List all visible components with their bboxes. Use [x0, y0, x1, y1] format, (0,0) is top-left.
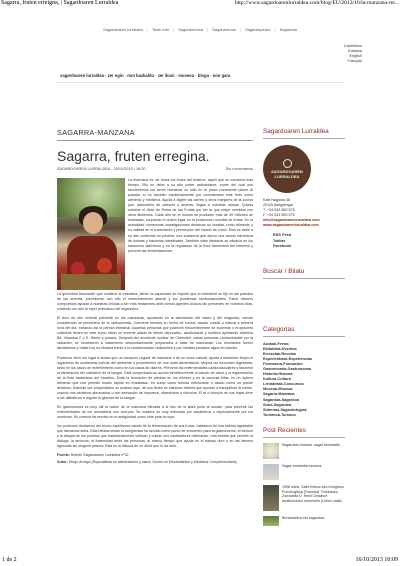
- category-item[interactable]: Sidra-Sagardoa: [263, 402, 292, 407]
- top-nav-item[interactable]: Sagardoaren lurraldea: [103, 27, 143, 32]
- search-title: Buscar / Bilatu: [263, 267, 305, 275]
- top-nav-item[interactable]: Sagardoendo: [212, 27, 237, 32]
- category-item[interactable]: Turismoa-Turismo: [263, 412, 296, 417]
- post-paragraph-intro: La manzana es, de todos los frutos del invierno, aquél que se conserva más tiempo. Ello se debe a su alto poder antioxidante, poder del cual nos favorecemos los seres humanos no sólo en el plano puramente placer al paladar, si no también medicinalmente por considerarse este fruto como alimento y medicina. Ayuda a digerir las carnes y otros manjares de la cocina que, adornados de sabores y aromas, llegan a nuestras mesas. Quizás sobrelie el título de Reina de las Frutas por ser la que mejor combina con otros alimentos. Cada año en el mundo se producen más de 40 millones de toneladas, ocupando el cuarto lugar en la producción mundial de frutas. En la actualidad numerosas investigaciones destacan su bondad como alimento y su calidad en el tratamiento y prevención del cáncer de colon. Esto se debe a su alto contenido en pectina, una sustancia que ejerce una acción barredora de toxinas y bacterias intestinales. También cabe destacar su eficacia en los trastornos diarreicos y en la regulación de la flora bacteriana del intestino y prevenir las fermentaciones.: [128, 178, 253, 253]
- post-title[interactable]: Sagarra, fruten erregina.: [57, 148, 210, 164]
- website-link[interactable]: www.sagardoarenlurraldea.com: [263, 223, 319, 227]
- categories-block: [263, 326, 345, 418]
- rss-link[interactable]: RSS Feed: [273, 232, 292, 237]
- category-item[interactable]: Historia-Historia: [263, 372, 293, 377]
- recent-post-item[interactable]: Bertsolaritza eta sagardoa.: [263, 516, 345, 526]
- top-nav: Sagardoaren lurraldea | Testu info | Sagardoetxea | Sagardoendo | Sagardopedro | Sagardoa: [103, 27, 297, 32]
- contact-address: Kale Nagusia 48 20115 Astigarraga T. +34 943 550 575 F. +34 943 550 575 info@sagardoarenlurraldea.com www.sagardoarenlurraldea.com: [263, 198, 345, 228]
- sidebar-brand-title: Sagardoaren Lurraldea: [263, 128, 329, 135]
- category-item[interactable]: Formazioa-Formación: [263, 361, 303, 366]
- brand-logo[interactable]: [263, 145, 311, 193]
- recent-posts-block: [263, 427, 345, 526]
- lang-castellano[interactable]: Castellano: [344, 44, 362, 48]
- category-item[interactable]: Lehiaketak-Concursos: [263, 382, 304, 387]
- post-date: SAGARDOAREN LURRALDEA - 15/10/2013 • 16:30: [57, 167, 146, 171]
- sidebar: [263, 128, 345, 531]
- category-item[interactable]: Gastronomía-Gastronomía: [263, 366, 312, 371]
- print-url: http://www.sagardoarenlurraldea.com/blog/EU/2013/10/la-manzana-rei...: [234, 0, 399, 6]
- print-footer: [0, 557, 400, 565]
- category-item[interactable]: Errezetak-Recetas: [263, 351, 296, 356]
- lang-francais[interactable]: Français: [347, 59, 362, 63]
- category-item[interactable]: Azokak-Ferias: [263, 341, 289, 346]
- apple-icon: [283, 159, 292, 168]
- post-thumbnail: [263, 443, 279, 459]
- top-nav-item[interactable]: Sagardoa: [279, 27, 297, 32]
- print-page-title: Sagarra, fruten erreigna, | Sagardoaren Lurraldea: [1, 0, 119, 6]
- category-item[interactable]: Esperientziak-Experiencias: [263, 356, 313, 361]
- top-nav-item[interactable]: Sagardoetxea: [178, 27, 204, 32]
- category-list: [263, 342, 345, 418]
- print-page-count: 1 de 2: [2, 557, 17, 563]
- post-source: Fuente: Boletín Sagardoaren Lurraldea nº32: [57, 453, 129, 458]
- post-paragraph: No podemos olvidarnos del tónico espirituoso nacido de la fermentación de sus frutos, hablamos de esa bebida agradable que llamamos sidra. Esta bebida desde la antigüedad ha servido como punto de encuentro para la gastronomía, el folclore y la alegría de los pueblos que tradicionalmente cultivan y cuidan sus cautivadores milenarias. Una bebida que permite el diálogo, la armonía, la fraternidad entre las personas, al mismo tiempo que ayuda en el trabajo duro y en las labores agrícolas sin ninguna pereza. Esta es la historia de un árbol que lo da todo.: [57, 424, 253, 449]
- category-item[interactable]: Sagarra-Manzana: [263, 392, 295, 397]
- lang-english[interactable]: English: [349, 54, 362, 58]
- post-photo: [57, 178, 125, 290]
- category-item[interactable]: Sagardoa-Sagardoa: [263, 397, 299, 402]
- post-paragraph: Podemos decir sin lugar a dudas que un consumo regular de manzana o de su zumo natural, ayuda a mantener limpio el organismo de sustancias tóxicas del ambiente o procedentes de una mala alimentación. Mejora las funciones digestivas, tanto en los casos de estreñimiento como en los casos de diarrea. Previene las enfermedades cardiovasculares y favorece la eliminación del colesterol de la sangre. Está comprobado su acción benéfica frente al cáncer de colon y la regeneración de la flora bacteriana del intestino. Evita la formación de piedras en los riñones y en la vesícula biliar, es un óptimo alimento que nos permite usarlo rápido en ensaladas, en zumo como bebida refrescante o asado como un postre delicioso. Además sus propiedades no acaban aquí, de sus flores se elaboran elixires que ayudan a tranquilizar la mente, cuando nos sentimos abrumados o con sensación de impureza, obsesiones o ridículos. El té o infusión de sus hojas sirve a los diabéticos a regular la glucosa de la sangre.: [57, 355, 253, 400]
- post-author: Autor: Diego Arregui (Especialista en alimentación y salud. Doctor en Etnobotánica y Medicina Complementaria): [57, 460, 237, 465]
- categories-title: Categorías: [263, 325, 295, 333]
- recent-posts-title: Post Recientes: [263, 426, 306, 434]
- print-timestamp: 16/10/2013 10:09: [355, 557, 398, 563]
- comments-link[interactable]: Sin comentarios: [225, 167, 253, 171]
- category-item[interactable]: Ekitaldiak-Eventos: [263, 346, 297, 351]
- section-divider: [57, 140, 253, 141]
- section-title[interactable]: SAGARRA-MANZANA: [57, 128, 135, 137]
- post-paragraph: El boro es otro mineral presente en las manzanas, ayudando en la asimilación del calcio y del magnesio, siendo considerado un preventivo de la osteoporosis. Conviene tomarla en forma de zumos, asada, cocida o natural a primera hora del día, evitando así la pereza intestinal. Aquellas personas que padecen frecuentemente de eczemas o erupciones cutáneas tienen en este zumo diario un enorme aliado de efecto depurativo, alcalinizante y nutritivo aportando vitamina B6, Vitamina C y E, Hierro y potasio. Después del accidente nuclear de Chernóbil, varias personas contaminadas por la radiación, se sometieron a tratamiento descontaminante preparados a base de manzanas. Los resultados fueron alentadores y hasta hoy su eficacia frente a la contaminación radioactiva y por metales pesados sigue en estudio.: [57, 316, 253, 351]
- language-switcher: [344, 44, 362, 64]
- post-thumbnail: [263, 485, 279, 511]
- main-column: [57, 128, 253, 465]
- recent-post-item[interactable]: 1908 urtea. Saint Brieuc-eko Kongresu Pomologikoa (Frantzia). Frantzisko Zurradelia D. Henri Delaincè arraklorrazko nomenela (Lehen zatia).: [263, 485, 345, 511]
- post-paragraph: En gastronomía es muy útil la ración de la manzana elevada a la hez de la sidra junto al tomate, para prevenir las enfermedades de los aromáticos con cuerpos. Su madera es muy estimada por carpinteros y especialmente por los toneleros. Su corteza ha servido en la antigüedad como tinte para la ropa.: [57, 404, 253, 420]
- top-nav-item[interactable]: Testu info: [151, 27, 170, 32]
- recent-post-item[interactable]: Sagardoko historia: sagar berrietatik.: [263, 443, 345, 459]
- top-nav-item[interactable]: Sagardopedro: [245, 27, 271, 32]
- main-nav-divider: [57, 82, 343, 83]
- post-paragraph: La quercitina flavonoide que contiene la manzana, tienen la capacidad de impedir que el colesterol se fije en las paredes de las arterias, previniendo con ello el estrechamiento arterial y los problemas cardiovasculares. Estos mismos compuestos ayudan a nuestras células a ser más resistentes ante ciertos agentes tóxicos tan presentes en nuestros días, evitando con ello la vejez prematura del organismo.: [57, 292, 253, 312]
- social-links: [263, 232, 345, 249]
- facebook-link[interactable]: Facebook: [273, 243, 292, 248]
- category-item[interactable]: Museoa-Museoa: [263, 387, 293, 392]
- post-thumbnail: [263, 464, 279, 480]
- email-link[interactable]: info@sagardoarenlurraldea.com: [263, 218, 320, 222]
- lang-euskara[interactable]: Euskara: [348, 49, 362, 53]
- post-thumbnail: [263, 516, 279, 526]
- post-meta: [57, 167, 253, 171]
- category-item[interactable]: Sidrerías-Sagardotegiak: [263, 407, 307, 412]
- category-item[interactable]: Kultura-Cultura: [263, 377, 291, 382]
- print-header: [0, 0, 400, 9]
- post-body: [57, 178, 253, 465]
- main-nav[interactable]: sagardoaren lurraldea · zer egin · non bazkaldu · zer ikusi · museoa · bloga · non gara: [60, 73, 231, 78]
- logo-text: SAGARDOAREN LURRALDEA: [271, 168, 303, 179]
- recent-posts-list: [263, 443, 345, 526]
- twitter-link[interactable]: Twitter: [273, 237, 286, 243]
- recent-post-item[interactable]: Sagar-errotaldia ezezina.: [263, 464, 345, 480]
- search-block: [263, 268, 345, 279]
- sidebar-divider: [263, 138, 345, 139]
